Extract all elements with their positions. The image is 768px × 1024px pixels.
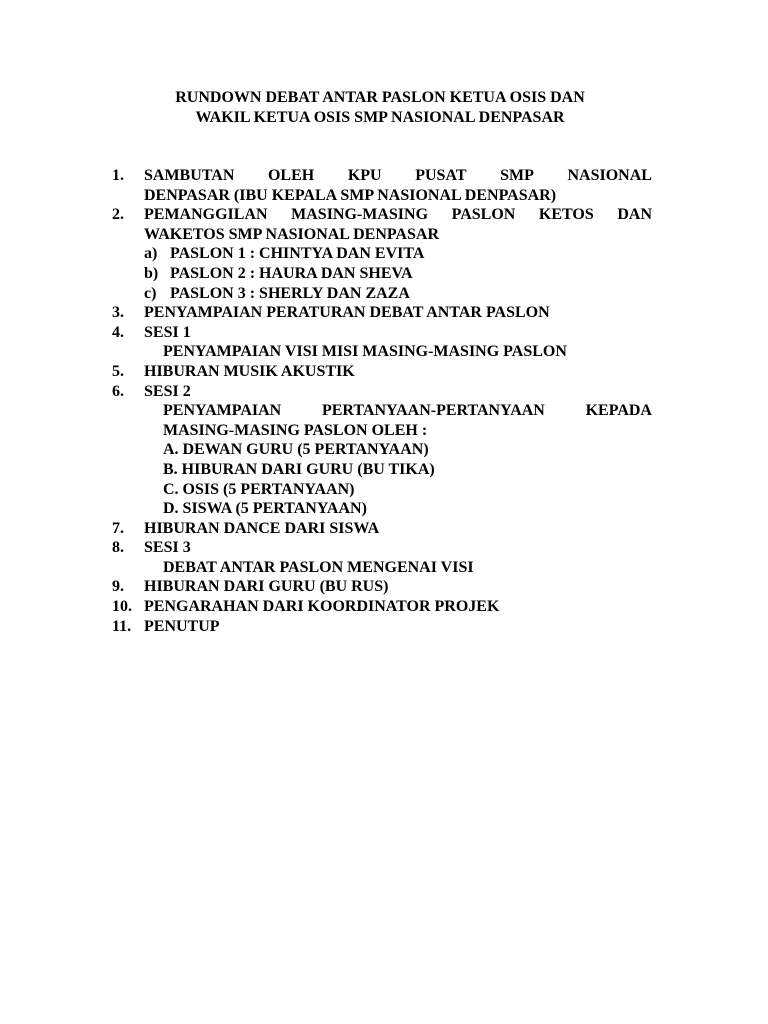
list-item-3: [112, 303, 652, 323]
item-text: PENGARAHAN DARI KOORDINATOR PROJEK: [144, 598, 500, 616]
list-item-1: [112, 166, 652, 205]
word: DAN: [617, 206, 652, 224]
sub-letter: b): [144, 264, 159, 282]
item-text: PENYAMPAIAN PERATURAN DEBAT ANTAR PASLON: [144, 304, 550, 322]
point-b: B. HIBURAN DARI GURU (BU TIKA): [163, 460, 435, 478]
word: KPU: [347, 167, 382, 184]
sub-item-a: [144, 244, 652, 264]
word: PASLON: [451, 206, 516, 224]
item-1-line-1: [144, 166, 652, 186]
item-text: HIBURAN DARI GURU (BU RUS): [144, 578, 389, 596]
list-item-2: [112, 205, 652, 303]
sub-text: PASLON 2 : HAURA DAN SHEVA: [170, 264, 413, 282]
word: SAMBUTAN: [144, 167, 235, 184]
list-item-9: [112, 577, 652, 597]
title-line-1: RUNDOWN DEBAT ANTAR PASLON KETUA OSIS DAN: [175, 89, 585, 106]
document-title: [110, 88, 650, 128]
item-number: 7.: [112, 519, 124, 537]
sub-letter: c): [144, 284, 157, 302]
item-number: 10.: [112, 598, 132, 616]
item-text: SESI 2: [144, 382, 191, 400]
item-text: SESI 3: [144, 539, 191, 557]
item-2-line-2: WAKETOS SMP NASIONAL DENPASAR: [144, 225, 440, 243]
list-item-6: [112, 382, 652, 519]
word: NASIONAL: [567, 167, 652, 184]
list-item-5: [112, 362, 652, 382]
item-number: 9.: [112, 578, 124, 596]
word: SMP: [500, 167, 534, 184]
word: PUSAT: [415, 167, 467, 184]
item-text: PENUTUP: [144, 617, 220, 635]
sub-letter: a): [144, 245, 158, 263]
item-number: 8.: [112, 539, 124, 557]
word: OLEH: [267, 167, 315, 184]
item-number: 5.: [112, 362, 124, 380]
list-item-4: [112, 323, 652, 362]
sub-item-c: [144, 284, 652, 304]
list-item-11: [112, 617, 652, 637]
item-number: 1.: [112, 167, 124, 184]
item-2-line-1: [144, 205, 652, 225]
rundown-list: [112, 166, 652, 636]
item-6-detail-line-1: [144, 401, 652, 421]
item-number: 4.: [112, 323, 124, 341]
item-number: 11.: [112, 617, 132, 635]
word: PEMANGGILAN: [144, 206, 268, 224]
title-line-2: WAKIL KETUA OSIS SMP NASIONAL DENPASAR: [195, 109, 565, 126]
word: PENYAMPAIAN: [163, 402, 282, 420]
sub-text: PASLON 3 : SHERLY DAN ZAZA: [170, 284, 410, 302]
item-detail: DEBAT ANTAR PASLON MENGENAI VISI: [163, 558, 474, 576]
word: MASING-MASING: [291, 206, 429, 224]
item-number: 6.: [112, 382, 124, 400]
item-text: SESI 1: [144, 323, 191, 341]
item-1-line-2: DENPASAR (IBU KEPALA SMP NASIONAL DENPASAR): [144, 186, 557, 204]
list-item-10: [112, 597, 652, 617]
sub-item-b: [144, 264, 652, 284]
point-c: C. OSIS (5 PERTANYAAN): [163, 480, 355, 498]
point-a: A. DEWAN GURU (5 PERTANYAAN): [163, 441, 429, 459]
sub-text: PASLON 1 : CHINTYA DAN EVITA: [170, 245, 425, 263]
item-text: HIBURAN DANCE DARI SISWA: [144, 519, 380, 537]
item-number: 3.: [112, 304, 124, 322]
item-text: HIBURAN MUSIK AKUSTIK: [144, 362, 355, 380]
word: KEPADA: [585, 402, 652, 420]
item-number: 2.: [112, 206, 124, 224]
list-item-7: [112, 519, 652, 539]
word: KETOS: [538, 206, 594, 224]
item-6-detail-line-2: MASING-MASING PASLON OLEH :: [163, 421, 428, 439]
point-d: D. SISWA (5 PERTANYAAN): [163, 500, 367, 518]
word: PERTANYAAN-PERTANYAAN: [321, 402, 545, 420]
list-item-8: [112, 538, 652, 577]
item-detail: PENYAMPAIAN VISI MISI MASING-MASING PASLON: [163, 343, 567, 361]
